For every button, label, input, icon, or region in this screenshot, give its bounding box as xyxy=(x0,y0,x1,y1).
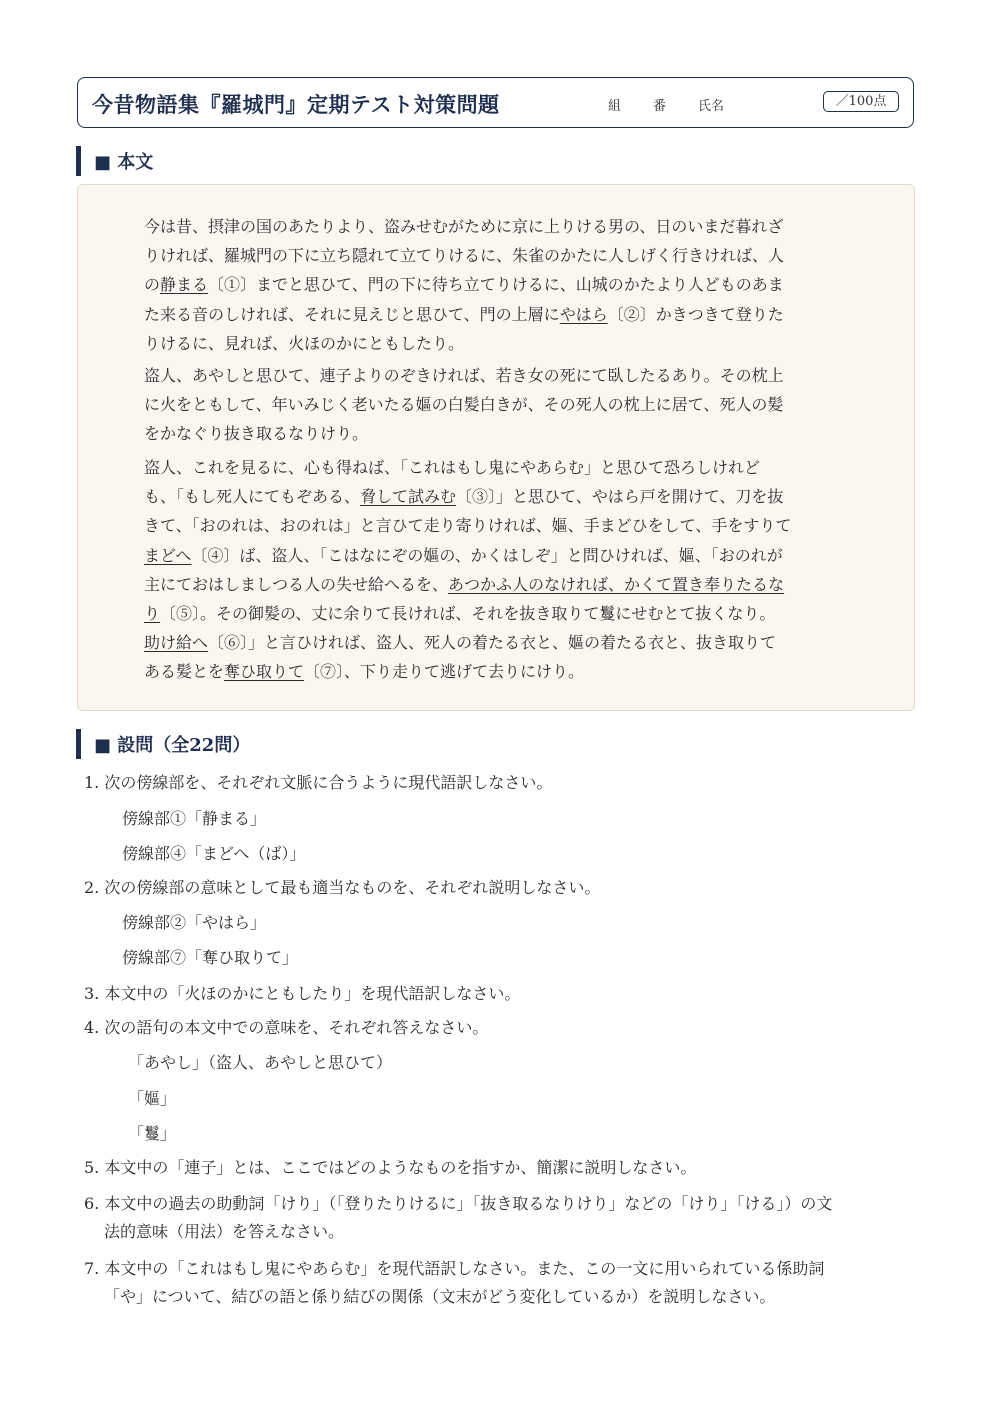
question-3 xyxy=(84,981,520,1004)
question-6 xyxy=(84,1191,832,1214)
section-bar xyxy=(76,146,81,176)
question-number: 3. xyxy=(84,984,100,1003)
question-number: 2. xyxy=(84,878,100,897)
paragraph-1 xyxy=(144,212,854,358)
text-segment: 〔③〕」と思ひて、やはら戸を開けて、刀を抜 xyxy=(456,487,784,507)
page-title: 今昔物語集『羅城門』定期テスト対策問題 xyxy=(92,92,500,117)
section-heading-honbun xyxy=(76,146,153,176)
text-line xyxy=(144,300,854,329)
text-line: 盗人、あやしと思ひて、連子よりのぞきければ、若き女の死にて臥したるあり。その枕上 xyxy=(144,366,784,385)
question-7-continuation: 「や」について、結びの語と係り結びの関係（文末がどう変化しているか）を説明しなさい。 xyxy=(104,1287,776,1306)
question-1 xyxy=(84,770,552,793)
text-line: りけるに、見れば、火ほのかにともしたり。 xyxy=(144,333,465,353)
text-line: に火をともして、年いみじく老いたる嫗の白髪白きが、その死人の枕上に居て、死人の髪 xyxy=(144,395,784,415)
paragraph-2 xyxy=(144,361,854,449)
question-text: 本文中の「火ほのかにともしたり」を現代語訳しなさい。 xyxy=(104,984,521,1003)
question-5 xyxy=(84,1155,696,1178)
text-segment: も、「もし死人にてもぞある、 xyxy=(144,487,361,507)
text-segment: 〔②〕かきつきて登りた xyxy=(607,304,784,324)
paragraph-3 xyxy=(144,453,854,687)
section-heading-setsumon xyxy=(76,729,250,759)
class-label: 組 xyxy=(608,99,622,114)
question-number: 5. xyxy=(84,1158,100,1177)
section-label: ■ 設問（全22問） xyxy=(94,735,251,756)
underlined-phrase-6: 助け給へ xyxy=(144,633,209,653)
sub-item: 傍線部④「まどへ（ば）」 xyxy=(122,844,306,863)
question-text: 本文中の過去の助動詞「けり」（「登りたりけるに」「抜き取るなりけり」などの「けり」「ける」）の文 xyxy=(104,1194,833,1213)
text-line xyxy=(144,270,854,299)
underlined-phrase-5: あつかふ人のなければ、かくて置き奉りたるな xyxy=(448,574,785,594)
sub-item: 傍線部①「静まる」 xyxy=(122,809,267,828)
question-6-continuation: 法的意味（用法）を答えなさい。 xyxy=(104,1222,345,1241)
question-4 xyxy=(84,1015,488,1038)
underlined-phrase-5-end: り xyxy=(144,604,161,624)
text-line xyxy=(144,657,854,686)
text-segment: 〔⑥〕」と言ひければ、盗人、死人の着たる衣と、嫗の着たる衣と、抜き取りて xyxy=(208,633,777,653)
text-segment: 〔⑦〕、下り走りて逃げて去りにけり。 xyxy=(304,662,585,682)
number-label: 番 xyxy=(653,99,667,114)
question-text: 次の語句の本文中での意味を、それぞれ答えなさい。 xyxy=(104,1018,489,1037)
section-label: ■ 本文 xyxy=(94,152,154,173)
text-segment: 〔⑤〕。その御髪の、丈に余りて長ければ、それを抜き取りて鬘にせむとて抜くなり。 xyxy=(160,604,776,624)
text-line xyxy=(144,482,854,511)
section-bar xyxy=(76,729,81,759)
question-number: 6. xyxy=(84,1194,100,1213)
text-segment: 〔①〕までと思ひて、門の下に待ち立てりけるに、山城のかたより人どものあま xyxy=(208,275,784,295)
text-line xyxy=(144,570,854,599)
sub-item: 「鬘」 xyxy=(128,1124,177,1143)
sub-item: 「嫗」 xyxy=(128,1089,177,1108)
text-line xyxy=(144,541,854,570)
underlined-phrase-4: まどへ xyxy=(144,545,192,565)
question-text: 本文中の「連子」とは、ここではどのようなものを指すか、簡潔に説明しなさい。 xyxy=(104,1158,697,1177)
sub-item: 傍線部②「やはら」 xyxy=(122,913,267,932)
underlined-phrase-1: 静まる xyxy=(160,275,209,295)
text-line xyxy=(144,599,854,628)
text-segment: 〔④〕ば、盗人、「こはなにぞの嫗の、かくはしぞ」と問ひければ、嫗、「おのれが xyxy=(191,545,783,565)
main-text-box xyxy=(77,184,915,711)
text-line xyxy=(144,628,854,657)
question-number: 4. xyxy=(84,1018,100,1037)
text-line: きて、「おのれは、おのれは」と言ひて走り寄りければ、嫗、手まどひをして、手をすりて xyxy=(144,516,792,536)
question-7 xyxy=(84,1256,824,1279)
underlined-phrase-3: 脅して試みむ xyxy=(360,487,457,507)
underlined-phrase-7: 奪ひ取りて xyxy=(224,662,305,682)
text-segment: ある髪とを xyxy=(144,662,225,682)
question-2 xyxy=(84,875,600,898)
sub-item: 「あやし」（盗人、あやしと思ひて） xyxy=(128,1053,393,1072)
question-text: 本文中の「これはもし鬼にやあらむ」を現代語訳しなさい。また、この一文に用いられている係助詞 xyxy=(104,1259,825,1278)
question-text: 次の傍線部を、それぞれ文脈に合うように現代語訳しなさい。 xyxy=(104,773,553,792)
text-line: 盗人、これを見るに、心も得ねば、「これはもし鬼にやあらむ」と思ひて恐ろしけれど xyxy=(144,458,761,477)
question-text: 次の傍線部の意味として最も適当なものを、それぞれ説明しなさい。 xyxy=(104,878,601,897)
text-line: りければ、羅城門の下に立ち隠れて立てりけるに、朱雀のかたに人しげく行きければ、人 xyxy=(144,246,785,266)
question-number: 1. xyxy=(84,773,100,792)
question-number: 7. xyxy=(84,1259,100,1278)
text-line: をかなぐり抜き取るなりけり。 xyxy=(144,424,369,444)
header-box xyxy=(77,77,914,128)
text-segment: た来る音のしければ、それに見えじと思ひて、門の上層に xyxy=(144,304,560,324)
text-segment: 主にておはしましつる人の失せ給へるを、 xyxy=(144,574,449,594)
score-box: ／100点 xyxy=(823,91,899,112)
sub-item: 傍線部⑦「奪ひ取りて」 xyxy=(122,948,299,967)
text-segment: の xyxy=(144,275,161,295)
underlined-phrase-2: やはら xyxy=(559,304,608,324)
name-label: 氏名 xyxy=(698,99,725,114)
text-line: 今は昔、摂津の国のあたりより、盗みせむがために京に上りける男の、日のいまだ暮れざ xyxy=(144,217,784,236)
